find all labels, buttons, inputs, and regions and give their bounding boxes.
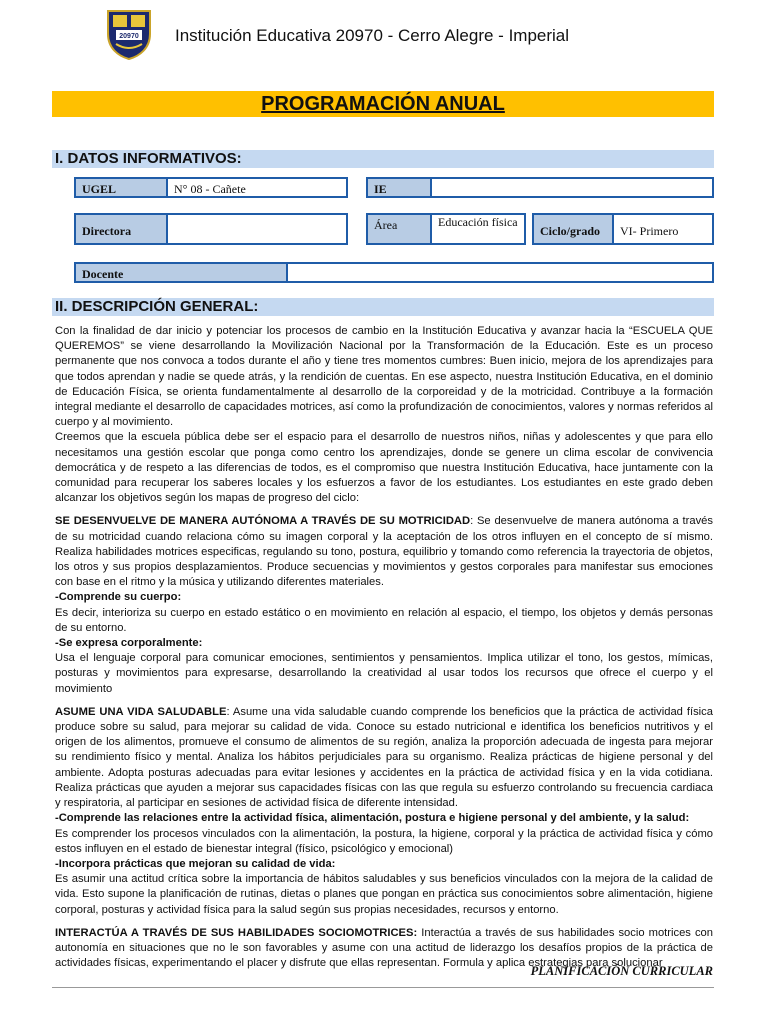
docente-value [286,262,714,283]
ie-value [430,177,714,198]
competency-text: Interactúa a través de sus habilidades socio motrices con autonomía en situaciones que no le son favorables y asume con una actitud de liderazgo los desafíos propios de la práctica de actividades físicas, experimentando el placer y disfrute que ellas representan. Formula y aplica estrategias para solucionar [55,926,713,970]
footer-divider [52,987,714,988]
directora-label: Directora [74,213,168,245]
competency-heading: SE DESENVUELVE DE MANERA AUTÓNOMA A TRAVÉS DE SU MOTRICIDAD [55,515,471,528]
footer-label: PLANIFICACIÓN CURRICULAR [530,964,713,978]
competency-paragraph [55,514,713,590]
directora-value [166,213,348,245]
competency-text: : Se desenvuelve de manera autónoma a través de su motricidad cuando relaciona cómo su imagen corporal y la aceptación de los otros influyen en el concepto de sí mismo. Realiza habilidades motrices especificas, regulando su tono, postura, equilibrio y tomando como referencia la trayectoria de objetos, los otros y sus propios desplazamientos. Produce secuencias y movimientos y gestos corporales para manifestar sus emociones con base en el ritmo y la música y utilizando diferentes materiales. [55,515,714,589]
capacity-text: Es comprender los procesos vinculados con la alimentación, la postura, la higiene, corporal y la práctica de actividad física y cómo estos influyen en el estado de bienestar integral (físico, psicológico y emocional) [55,827,713,855]
school-crest-logo [104,8,154,60]
capacity-heading: -Comprende su cuerpo: [55,591,182,604]
competency-heading: INTERACTÚA A TRAVÉS DE SUS HABILIDADES SOCIOMOTRICES: [55,926,418,939]
description-body [55,324,713,971]
paragraph: Creemos que la escuela pública debe ser el espacio para el desarrollo de nuestros niños, niñas y adolescentes y que para ello necesitamos una gestión escolar que ponga como centro los aprendizajes, donde se genere un clima escolar de convivencia democrática y de respeto a las diferencias de todos, es el compromiso que nuestra Institución Educativa, hace juntamente con la comunidad para recuperar los saberes locales y los esfuerzos a favor de los estudiantes. Los estudiantes en este grado deben alcanzar los objetivos según los mapas de progreso del ciclo: [55,431,713,505]
capacity-heading: -Incorpora prácticas que mejoran su calidad de vida: [55,857,336,870]
section-heading-descripcion: II. DESCRIPCIÓN GENERAL: [55,298,259,315]
capacity-text: Usa el lenguaje corporal para comunicar emociones, sentimientos y pensamientos. Implica utilizar el tono, los gestos, mímicas, posturas y movimientos para expresarse, desarrollando la creatividad al usar todos los recursos que ofrece el cuerpo y el movimiento [55,652,713,695]
capacity-heading: -Se expresa corporalmente: [55,637,203,650]
ugel-label: UGEL [74,177,168,198]
area-label: Área [366,213,432,245]
competency-heading: ASUME UNA VIDA SALUDABLE [55,705,227,718]
capacity-text: Es asumir una actitud crítica sobre la importancia de hábitos saludables y sus beneficios vinculados con la mejora de la calidad de vida. Esto supone la planificación de rutinas, dietas o planes que pongan en práctica sus conocimientos sobre alimentación, higiene corporal, posturas y actividad física para la salud según sus propias necesidades, recursos y entorno. [55,873,713,916]
section-heading-datos: I. DATOS INFORMATIVOS: [55,150,242,167]
competency-text: : Asume una vida saludable cuando comprende los beneficios que la práctica de actividad física produce sobre su salud, para mejorar su calidad de vida. Conoce su estado nutricional e identifica los beneficios nutritivos y el origen de los alimentos, promueve el consumo de alimentos de su región, analiza la proporción adecuada de ingesta para mejorar su rendimiento físico y mental. Analiza los hábitos perjudiciales para su organismo. Realiza prácticas de higiene personal y del ambiente. Adopta posturas adecuadas para evitar lesiones y accidentes en la práctica de actividad física y en la vida cotidiana. Realiza prácticas que ayuden a mejorar sus capacidades físicas con las que regula su esfuerzo controlando su frecuencia cardiaca y respiratoria, al participar en sesiones de actividad física de diferente intensidad. [55,705,713,810]
paragraph: Con la finalidad de dar inicio y potenciar los procesos de cambio en la Institución Educativa y avanzar hacia la “ESCUELA QUE QUEREMOS” se viene desarrollando la Movilización Nacional por la Transformación de la Educación. Este es un proceso permanente que nos convoca a todos durante el año y tiene tres momentos cumbres: Buen inicio, mejora de los aprendizajes para que todos aprendan y nadie se quede atrás, y la rendición de cuentas. En ese aspecto, nuestra Institución Educativa, en el dominio de Educación Física, se orienta fundamentalmente al desarrollo de la corporeidad y de la motricidad. Contribuye a la formación integral mediante el desarrollo de capacidades motrices, así como la profundización de conocimientos, valores y normas referidos al cuerpo y al movimiento. [55,325,713,429]
competency-paragraph [55,705,713,811]
ie-label: IE [366,177,432,198]
capacity-heading: -Comprende las relaciones entre la actividad física, alimentación, postura e higiene personal y del ambiente, y la salud: [55,812,690,825]
ciclo-label: Ciclo/grado [532,213,614,245]
ugel-value: N° 08 - Cañete [166,177,348,198]
page-title: PROGRAMACIÓN ANUAL [261,93,505,115]
area-value: Educación física [430,213,526,245]
ciclo-value: VI- Primero [612,213,714,245]
docente-label: Docente [74,262,288,283]
school-name: Institución Educativa 20970 - Cerro Alegre - Imperial [175,26,570,45]
capacity-text: Es decir, interioriza su cuerpo en estado estático o en movimiento en relación al espacio, el tiempo, los objetos y demás personas de su entorno. [55,606,713,634]
svg-text:20970: 20970 [119,33,139,40]
